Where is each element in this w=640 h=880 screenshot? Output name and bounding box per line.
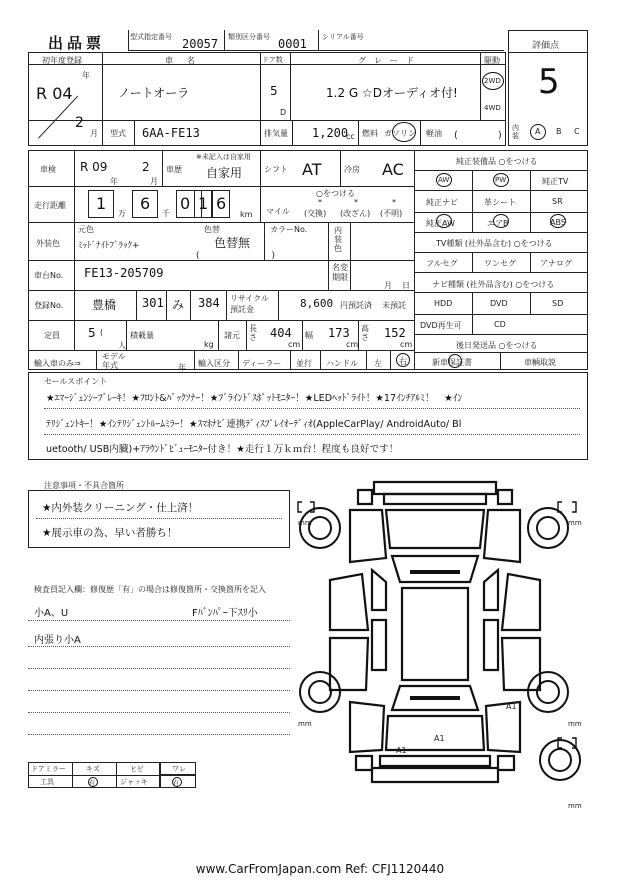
drive-label: 駆動 [484,56,500,65]
tv-analog: アナログ [540,259,572,268]
plate-area: 豊橋 [92,298,117,312]
legend-break: ワレ [172,765,186,773]
note-line-1: ★内外装クリーニング・仕上済！ [42,502,199,514]
class-number-label: 類別区分番号 [228,33,270,41]
grade-label: グレード [358,56,422,65]
damage-mark-a1-bumper: A1 [396,746,407,755]
first-reg-year: R 04 [36,84,73,103]
sheet-title: 出品票 [48,34,106,52]
import-parallel: 並行 [296,359,312,368]
mileage-digit-1: 1 [96,194,107,213]
first-reg-month: 2 [75,115,84,131]
jack-have: 有 [173,780,180,787]
handle-label: ハンドル [326,359,358,368]
equip-aw: AW [438,176,450,184]
shaken-month: 2 [142,160,150,174]
mileage-circle-note: ○をつける [316,189,355,198]
length: 404 [270,326,292,340]
legend-crack: ヒビ [130,765,144,773]
usage: 自家用 [206,166,243,180]
plate-number: 384 [198,296,220,310]
tools-label: 工具 [40,778,54,786]
meter-exchange: (交換) [304,209,327,218]
sales-line-3: uetooth/ USB内臓)+ｱﾗｳﾝﾄﾞﾋﾞｭｰﾓﾆﾀｰ付き！★走行１万ｋｍ台！程度も良好です！ [46,444,399,455]
plate-label: 登録No. [34,301,64,310]
cc-unit: cc [346,132,355,141]
door-count-sub: D [280,108,287,117]
shaken-year: R 09 [80,160,108,174]
import-dealer: ディーラー [242,359,282,368]
orig-color: ﾐｯﾄﾞﾅｲﾄﾌﾞﾗｯｸ+ [78,241,140,251]
equip-oem-aw: 純正AW [426,219,455,228]
recycle-amount: 8,600 [300,297,334,310]
equip-airbag: エアB [487,219,509,228]
jack-label: ジャッキ [120,778,148,786]
shift-label: シフト [264,165,288,174]
height: 152 [384,326,406,340]
color-change-label: 色替 [204,225,220,234]
usage-label: 車歴 [166,165,182,174]
width-label: 幅 [305,331,313,340]
drive-2wd: 2WD [484,77,501,85]
docs-warranty: 新車保証書 [432,358,472,367]
serial-label: シリアル番号 [322,33,364,41]
navi-type-title: ナビ種類 (社外品含む) ○をつける [432,280,555,289]
damage-mark-a1-trunk: A1 [434,734,445,743]
plate-class: 301 [142,296,164,310]
name-change-label: 名変期限 [332,263,348,282]
car-body-diagram [290,470,610,810]
shift: AT [302,160,322,179]
orig-color-label: 元色 [78,225,94,234]
model-type: 6AA-FE13 [142,126,200,140]
equip-oem-tv: 純正TV [542,177,569,186]
recycle-label: リサイクル預託金 [230,294,269,314]
color-label: 外装色 [36,239,60,248]
diagram-mm-fr: mm [568,519,582,527]
inspector-line-2a: 内張り小A [34,635,81,646]
interior-grade-a: A [535,127,541,136]
interior-label: 内装 [512,124,519,140]
plate-kana: み [172,298,185,312]
meter-mile: マイル [266,207,290,216]
equip-leather: 革シート [484,198,516,207]
interior-color-label: 内装色 [334,226,342,253]
diagram-mm-rr: mm [568,720,582,728]
navi-dvd-play: DVD再生可 [420,321,462,330]
door-count: 5 [270,84,278,98]
mileage-label: 走行距離 [34,201,66,210]
dims-label: 諸元 [224,331,240,340]
handle-left: 左 [374,359,382,368]
capacity: 5 [88,326,96,340]
navi-dvd: DVD [490,299,508,308]
fuel-diesel: 軽油 [426,129,442,138]
model-year-label: モデル年式 [102,352,126,370]
ac: AC [382,160,404,179]
recycle-not-deposited: 未預託 [382,301,406,310]
legend-scratch: キズ [86,765,100,773]
equip-oem-navi: 純正ナビ [426,198,458,207]
diagram-mm-spare: mm [568,802,582,810]
color-number-label: カラーNo. [270,225,308,234]
note-line-2: ★展示車の為、早い者勝ち！ [42,527,178,539]
import-only-label: 輸入車のみ⇒ [34,359,81,368]
damage-mark-a1-rear-door: A1 [506,702,517,711]
navi-hdd: HDD [434,299,453,308]
displacement-label: 排気量 [264,129,288,138]
mileage-digit-4: 1 [198,194,209,213]
model-cert-label: 型式指定番号 [130,33,172,41]
interior-grade-b: B [556,127,562,136]
handle-right: 右 [399,357,407,366]
diagram-mm-rl: mm [298,720,312,728]
equip-pw: PW [495,176,507,184]
door-count-label: ドア数 [262,56,283,64]
score-value: 5 [538,62,560,102]
tv-type-title: TV種類 (社外品含む) ○をつける [436,239,553,248]
meter-tampered: (改ざん) [340,209,371,218]
equip-sunroof: SR [552,197,563,206]
model-type-label: 型式 [110,129,126,138]
interior-grade-c: C [574,127,580,136]
diagram-mm-fl: mm [298,519,312,527]
load-label: 積載量 [130,331,154,340]
later-docs-title: 後日発送品 ○をつける [456,341,538,350]
oem-equipment-title: 純正装備品 ○をつける [456,157,538,166]
tv-oneseg: ワンセグ [484,259,516,268]
fuel-label: 燃料 [362,129,378,138]
sales-points-title: セールスポイント [44,377,108,386]
tools-have: 有 [89,780,96,787]
fuel-gasoline: ガソリン [384,129,416,138]
sales-line-1: ★ｴﾏｰｼﾞｪﾝｼｰﾌﾞﾚｰｷ！★ﾌﾛﾝﾄ&ﾊﾞｯｸｿﾅｰ！★ﾌﾞﾗｲﾝﾄﾞｽﾎﾟｯﾄﾓﾆﾀｰ！★LEDﾍｯﾄﾞﾗｲﾄ！★17ｲﾝﾁｱﾙﾐ！ ★ｲﾝ [46,393,463,404]
month-unit: 月 [90,129,98,138]
docs-manual: 車輌取説 [524,358,556,367]
navi-cd: CD [494,320,506,329]
meter-unknown: (不明) [380,209,403,218]
navi-sd: SD [552,299,564,308]
color-change: 色替無 [214,236,251,250]
usage-note: ※未記入は自家用 [196,153,251,161]
class-number-value: 0001 [278,37,307,51]
drive-4wd: 4WD [484,104,501,112]
length-label: 長さ [249,324,257,342]
legend-door-mirror: ドアミラー [31,765,66,773]
notes-title: 注意事項・不具合箇所 [44,481,124,490]
model-cert-value: 20057 [182,37,219,51]
year-unit: 年 [82,71,90,80]
car-name-label: 車名 [165,56,209,65]
car-name: ノートオーラ [118,86,190,100]
width: 173 [328,326,350,340]
recycle-unit: 円預託済 [340,301,372,310]
inspector-line-1b: Fﾊﾞﾝﾊﾟｰ下ｽﾘ小 [192,608,258,619]
height-label: 高さ [361,324,369,342]
mileage-digit-3: 0 [180,194,191,213]
chassis-number: FE13-205709 [84,266,164,280]
first-registration-label: 初年度登録 [42,56,82,65]
ac-label: 冷房 [344,165,360,174]
tv-fullseg: フルセグ [426,259,458,268]
equip-abs: ABS [550,218,566,227]
mileage-digit-5: 6 [216,194,227,213]
displacement: 1,200 [312,126,349,140]
watermark: www.CarFromJapan.com Ref: CFJ1120440 [195,862,445,876]
inspector-note-title: 検査員記入欄：修復歴「有」の場合は修復箇所・交換箇所を記入 [34,585,266,594]
capacity-label: 定員 [44,331,60,340]
grade: 1.2 G ☆Dオーディオ付! [326,86,458,100]
score-label: 評価点 [532,41,560,51]
inspector-line-1a: 小A、U [34,608,69,619]
sales-line-2: ﾃﾘｼﾞｪﾝﾄｷｰ！★ｲﾝﾃﾘｼﾞｪﾝﾄﾙｰﾑﾐﾗｰ！★ｽﾏﾎﾅﾋﾞ連携ﾃﾞｨｽﾌﾟﾚｲｵｰﾃﾞｨｵ(AppleCarPlay/ AndroidAuto/ Bl [46,419,462,430]
chassis-label: 車台No. [34,271,64,280]
mileage-digit-2: 6 [140,194,151,213]
import-class-label: 輸入区分 [198,359,230,368]
shaken-label: 車検 [40,165,56,174]
